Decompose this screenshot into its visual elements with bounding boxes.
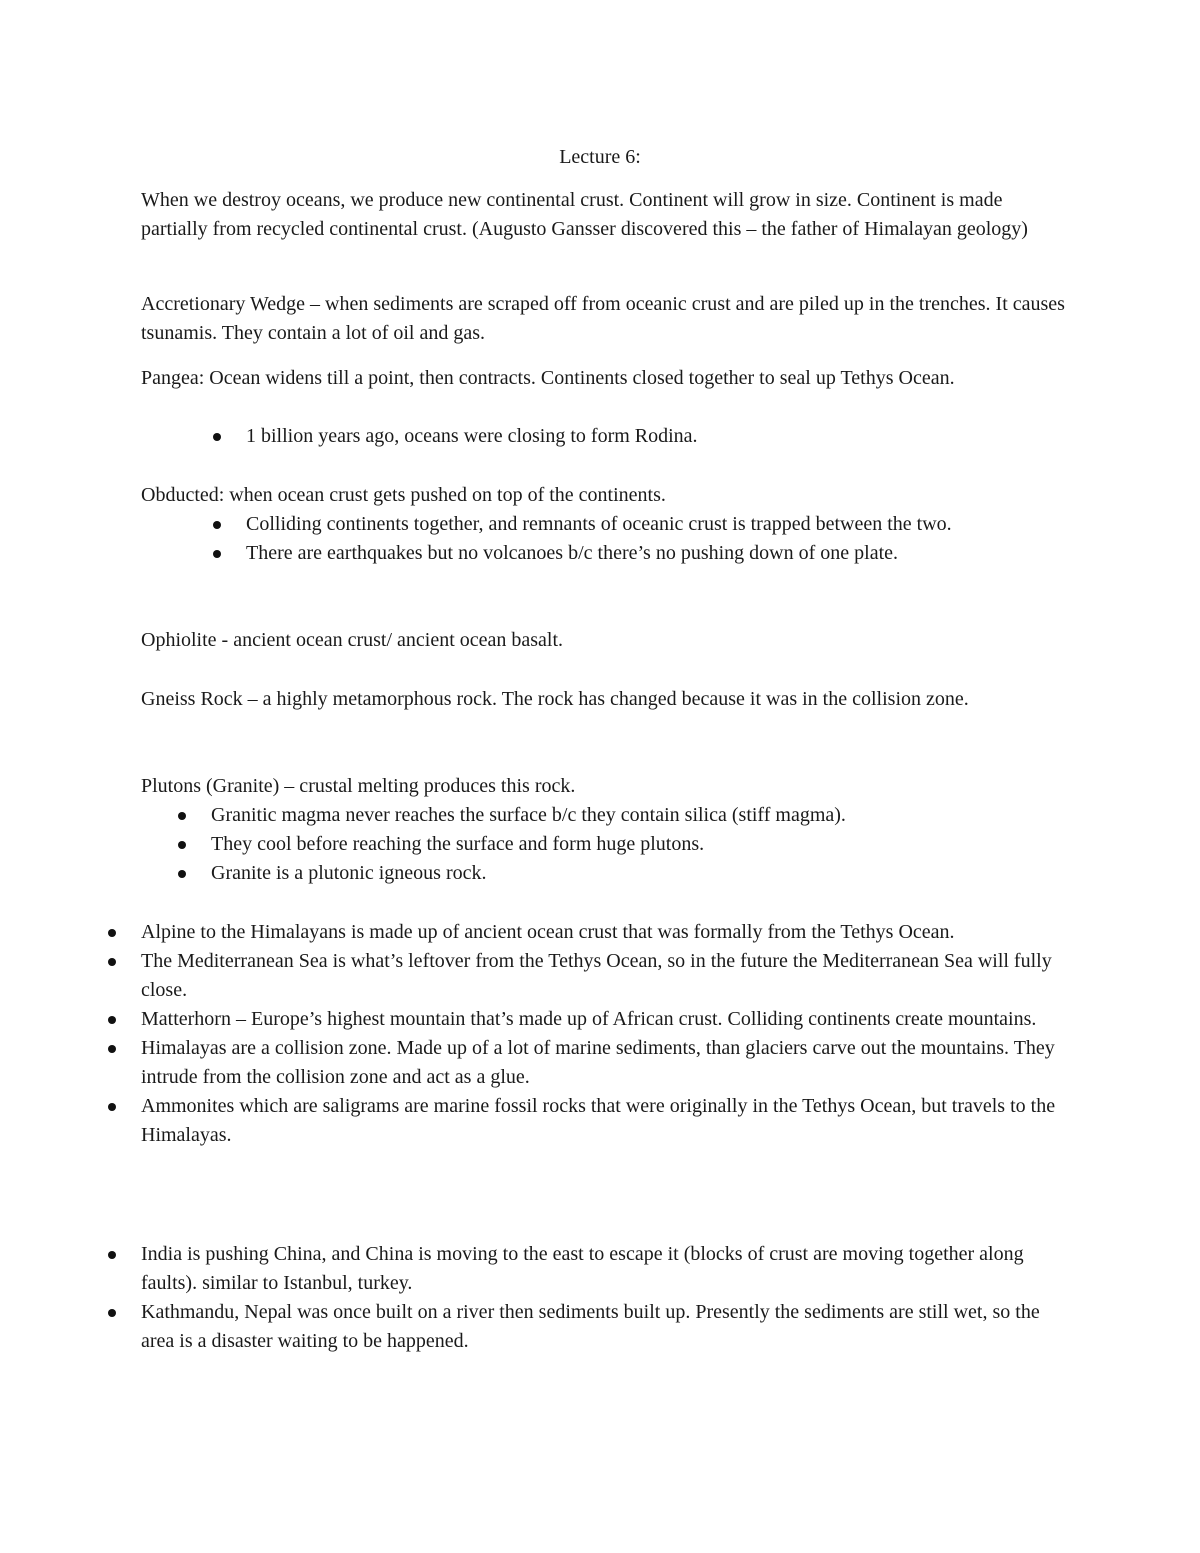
list-item-text: Granitic magma never reaches the surface b/c they contain silica (stiff magma). (211, 804, 846, 826)
bullet-icon (178, 870, 186, 878)
list-item-text: Alpine to the Himalayans is made up of ancient ocean crust that was formally from the Tethys Ocean. (141, 921, 955, 943)
bullet-icon (213, 521, 221, 529)
list-item (246, 510, 1046, 539)
bullet-icon (213, 550, 221, 558)
bullet-icon (108, 1016, 116, 1024)
pluton-bullet-list (211, 801, 1061, 888)
list-item-text: There are earthquakes but no volcanoes b/c there’s no pushing down of one plate. (246, 542, 899, 564)
list-item-text: Ammonites which are saligrams are marine fossil rocks that were originally in the Tethys Ocean, but travels to the Himalayas. (141, 1095, 1056, 1146)
list-item (211, 801, 1061, 830)
list-item (246, 539, 1046, 568)
bullet-icon (108, 1103, 116, 1111)
list-item (141, 1298, 1066, 1356)
list-item-text: They cool before reaching the surface and form huge plutons. (211, 833, 705, 855)
list-item (211, 830, 1061, 859)
pangea-bullet-list (246, 422, 1046, 451)
list-item (141, 1034, 1066, 1092)
accretionary-wedge-paragraph: Accretionary Wedge – when sediments are scraped off from oceanic crust and are piled up in the trenches. It causes tsunamis. They contain a lot of oil and gas. (141, 293, 1065, 344)
page-title: Lecture 6: (559, 146, 641, 168)
bullet-icon (178, 841, 186, 849)
list-item (141, 947, 1066, 1005)
list-item-text: Matterhorn – Europe’s highest mountain that’s made up of African crust. Colliding continents create mountains. (141, 1008, 1037, 1030)
list-item-text: Himalayas are a collision zone. Made up of a lot of marine sediments, than glaciers carve out the mountains. They intrude from the collision zone and act as a glue. (141, 1037, 1055, 1088)
pangea-paragraph: Pangea: Ocean widens till a point, then contracts. Continents closed together to seal up Tethys Ocean. (141, 367, 955, 389)
obducted-bullet-list (246, 510, 1046, 568)
list-item (246, 422, 1046, 451)
list-item-text: India is pushing China, and China is moving to the east to escape it (blocks of crust are moving together along faults). similar to Istanbul, turkey. (141, 1243, 1024, 1294)
list-item-text: The Mediterranean Sea is what’s leftover from the Tethys Ocean, so in the future the Mediterranean Sea will fully close. (141, 950, 1052, 1001)
intro-paragraph: When we destroy oceans, we produce new continental crust. Continent will grow in size. Continent is made partially from recycled continental crust. (Augusto Gansser discovered this – the father of Himalayan geology) (141, 189, 1028, 240)
main-bullet-list-b (141, 1240, 1066, 1356)
list-item (211, 859, 1061, 888)
bullet-icon (178, 812, 186, 820)
list-item (141, 1005, 1066, 1034)
plutons-paragraph: Plutons (Granite) – crustal melting produces this rock. (141, 775, 576, 797)
list-item (141, 918, 1066, 947)
bullet-icon (108, 1309, 116, 1317)
list-item (141, 1240, 1066, 1298)
list-item-text: Colliding continents together, and remnants of oceanic crust is trapped between the two. (246, 513, 952, 535)
gneiss-rock-paragraph: Gneiss Rock – a highly metamorphous rock. The rock has changed because it was in the collision zone. (141, 688, 969, 710)
list-item-text: Kathmandu, Nepal was once built on a river then sediments built up. Presently the sediments are still wet, so the area is a disaster waiting to be happened. (141, 1301, 1040, 1352)
bullet-icon (108, 1251, 116, 1259)
list-item-text: 1 billion years ago, oceans were closing to form Rodina. (246, 425, 698, 447)
bullet-icon (108, 958, 116, 966)
bullet-icon (108, 929, 116, 937)
bullet-icon (213, 433, 221, 441)
list-item (141, 1092, 1066, 1150)
main-bullet-list-a (141, 918, 1066, 1150)
bullet-icon (108, 1045, 116, 1053)
list-item-text: Granite is a plutonic igneous rock. (211, 862, 487, 884)
obducted-paragraph: Obducted: when ocean crust gets pushed on top of the continents. (141, 484, 666, 506)
ophiolite-paragraph: Ophiolite - ancient ocean crust/ ancient ocean basalt. (141, 629, 564, 651)
